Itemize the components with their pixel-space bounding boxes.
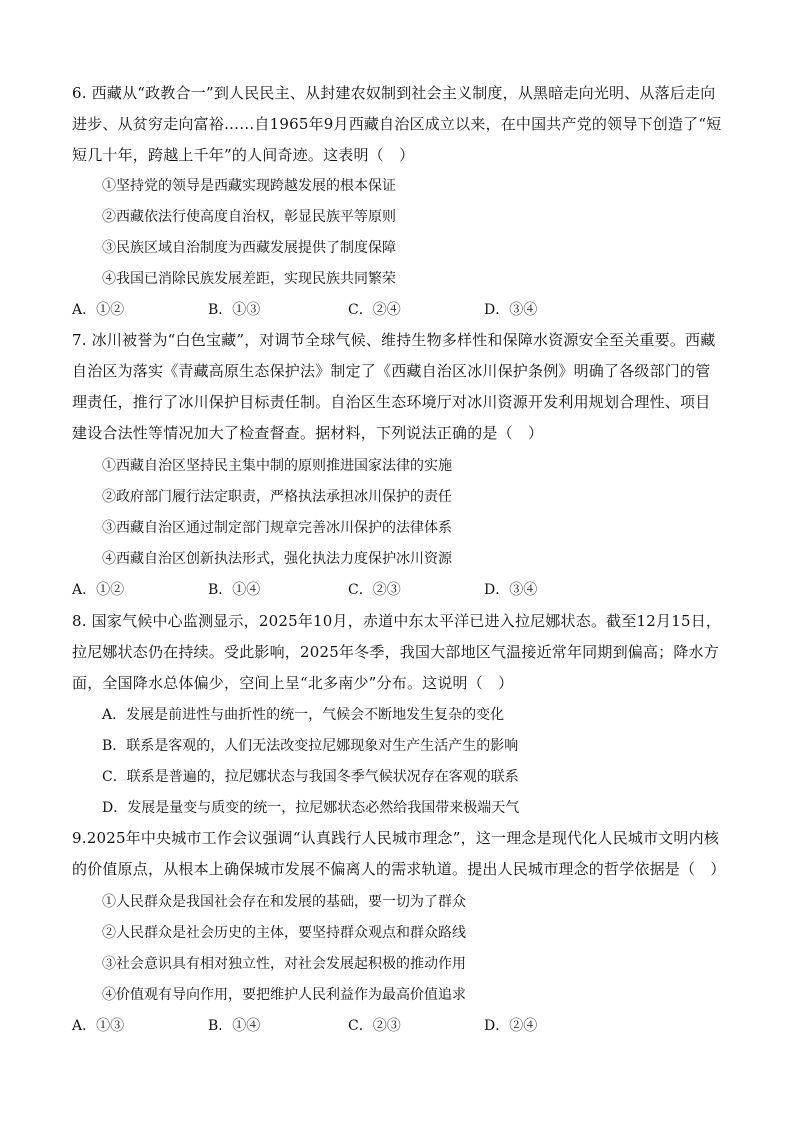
question-8-option-b[interactable]: B．联系是客观的，人们无法改变拉尼娜现象对生产生活产生的影响 [102,738,519,754]
question-8-option-d[interactable]: D．发展是量变与质变的统一，拉尼娜状态必然给我国带来极端天气 [102,800,520,816]
question-9-choice-c[interactable]: C．②③ [348,1018,401,1034]
question-7-stem: 7. 冰川被誉为“白色宝藏”，对调节全球气候、维持生物多样性和保障水资源安全至关重要。西藏自治区为落实《青藏高原生态保护法》制定了《西藏自治区冰川保护条例》明确了各级部门的管理责任，推行了冰川保护目标责任制。自治区生态环境厅对冰川资源开发利用规划合理性、项目建设合法性等情况加大了检查督查。据材料，下列说法正确的是（ ） [72,331,716,442]
question-9-statement-2: ②人民群众是社会历史的主体，要坚持群众观点和群众路线 [102,925,466,941]
question-9-statement-4: ④价值观有导向作用，要把维护人民利益作为最高价值追求 [102,987,466,1003]
question-9-statement-3: ③社会意识具有相对独立性，对社会发展起积极的推动作用 [102,956,466,972]
question-9-choices [72,1016,672,1036]
question-7-statement-2: ②政府部门履行法定职责，严格执法承担冰川保护的责任 [102,489,452,505]
question-9-statement-1: ①人民群众是我国社会存在和发展的基础，要一切为了群众 [102,894,466,910]
question-7-choice-a[interactable]: A．①② [72,582,125,598]
question-6-statement-3: ③民族区域自治制度为西藏发展提供了制度保障 [102,240,396,256]
question-6-choice-d[interactable]: D．③④ [484,302,538,318]
question-7-choice-d[interactable]: D．③④ [484,582,538,598]
question-6-choice-b[interactable]: B．①③ [208,302,261,318]
question-6-statement-1: ①坚持党的领导是西藏实现跨越发展的根本保证 [102,178,396,194]
question-7-choice-c[interactable]: C．②③ [348,582,401,598]
question-7-choices [72,580,672,600]
question-6-statement-2: ②西藏依法行使高度自治权，彰显民族平等原则 [102,209,396,225]
question-7-statement-3: ③西藏自治区通过制定部门规章完善冰川保护的法律体系 [102,520,452,536]
question-6-stem: 6. 西藏从“政教合一”到人民民主、从封建农奴制到社会主义制度，从黑暗走向光明、从落后走向进步、从贫穷走向富裕……自1965年9月西藏自治区成立以来，在中国共产党的领导下创造了“短短几十年，跨越上千年”的人间奇迹。这表明（ ） [72,84,722,164]
question-6-choice-a[interactable]: A．①② [72,302,125,318]
question-7-statement-4: ④西藏自治区创新执法形式，强化执法力度保护冰川资源 [102,551,452,567]
question-9-choice-a[interactable]: A．①③ [72,1018,125,1034]
question-8-option-a[interactable]: A．发展是前进性与曲折性的统一，气候会不断地发生复杂的变化 [102,707,505,723]
question-9-stem: 9.2025年中央城市工作会议强调“认真践行人民城市理念”，这一理念是现代化人民城市文明内核的价值原点，从根本上确保城市发展不偏离人的需求轨道。提出人民城市理念的哲学依据是（ ） [72,829,726,878]
question-6-statement-4: ④我国已消除民族发展差距，实现民族共同繁荣 [102,271,396,287]
question-9-choice-d[interactable]: D．②④ [484,1018,538,1034]
question-7-statement-1: ①西藏自治区坚持民主集中制的原则推进国家法律的实施 [102,458,452,474]
question-8-stem: 8. 国家气候中心监测显示，2025年10月，赤道中东太平洋已进入拉尼娜状态。截至12月15日，拉尼娜状态仍在持续。受此影响，2025年冬季，我国大部地区气温接近常年同期到偏高；降水方面，全国降水总体偏少，空间上呈“北多南少”分布。这说明（ ） [72,612,722,692]
question-8-option-c[interactable]: C．联系是普遍的，拉尼娜状态与我国冬季气候状况存在客观的联系 [102,769,519,785]
question-6-choices [72,300,672,320]
question-9-choice-b[interactable]: B．①④ [208,1018,261,1034]
question-6-choice-c[interactable]: C．②④ [348,302,401,318]
question-7-choice-b[interactable]: B．①④ [208,582,261,598]
